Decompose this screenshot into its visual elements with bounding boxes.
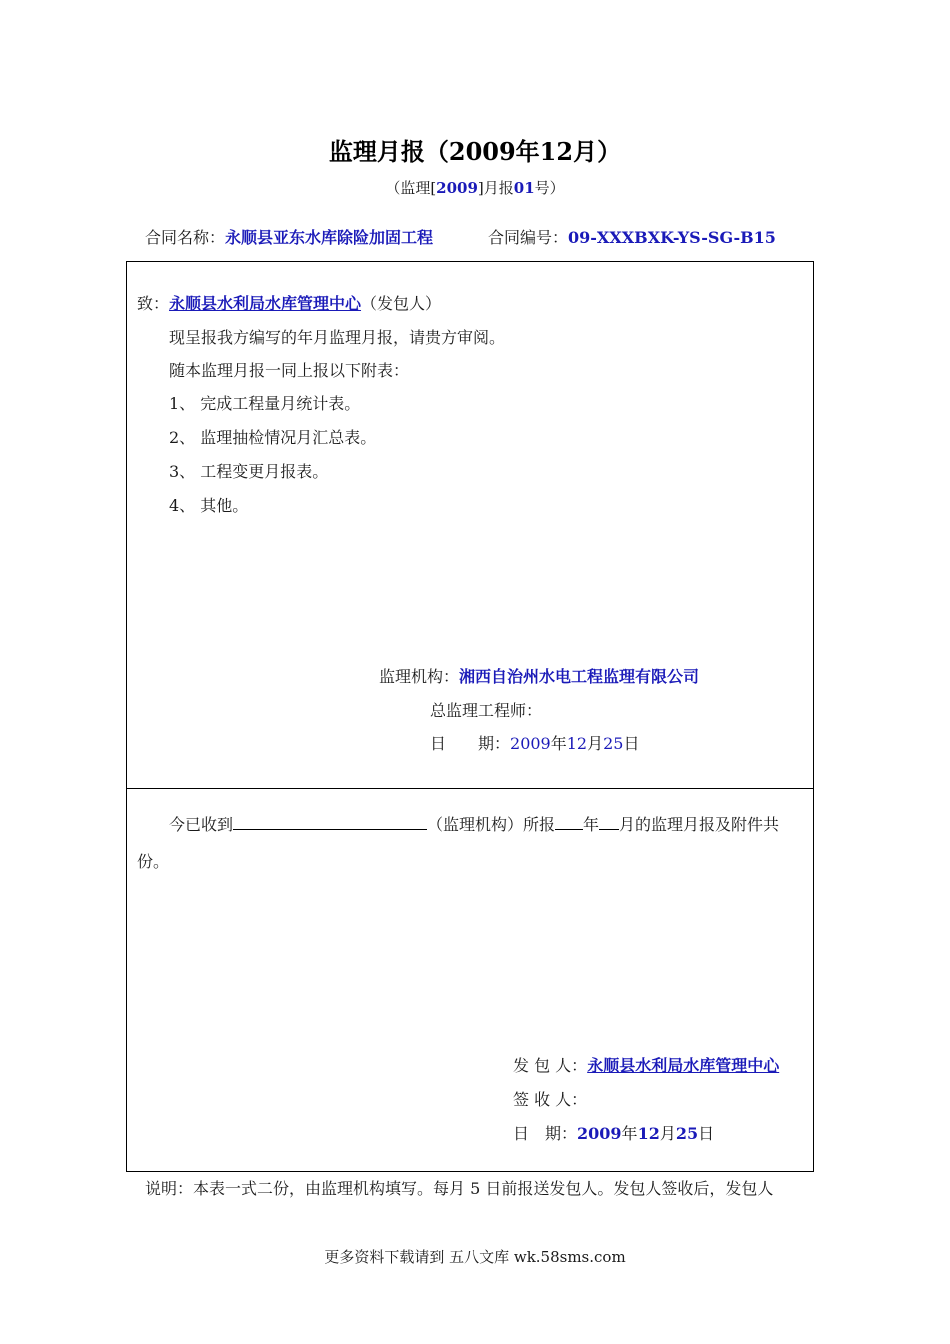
body-text-1: 现呈报我方编写的年月监理月报，请贵方审阅。 (169, 328, 506, 347)
list-item: 2、 监理抽检情况月汇总表。 (169, 428, 377, 447)
receipt-text: 今已收到 （监理机构）所报 年 月的监理月报及附件共 (169, 815, 780, 834)
month-blank[interactable] (599, 815, 619, 830)
addressee: 致：永顺县水利局水库管理中心（发包人） (137, 294, 442, 313)
year-blank[interactable] (555, 815, 583, 830)
receipt-section (126, 788, 814, 1172)
chief-engineer: 总监理工程师： (430, 701, 543, 720)
list-item: 1、 完成工程量月统计表。 (169, 394, 361, 413)
list-item: 3、 工程变更月报表。 (169, 462, 329, 481)
supervisor-org: 监理机构：湘西自治州水电工程监理有限公司 (379, 667, 700, 686)
org-blank[interactable] (233, 815, 427, 830)
employer-link[interactable]: 永顺县水利局水库管理中心 (587, 1056, 780, 1075)
body-text-2: 随本监理月报一同上报以下附表： (169, 361, 410, 380)
note: 说明：本表一式二份，由监理机构填写。每月 5 日前报送发包人。发包人签收后，发包人 (145, 1179, 774, 1198)
receipt-date: 日 期：2009年12月25日 (513, 1124, 715, 1143)
page-title: 监理月报（2009年12月） (328, 137, 622, 166)
receipt-text-end: 份。 (137, 852, 170, 871)
employer: 发 包 人：永顺县水利局水库管理中心 (513, 1056, 780, 1075)
contract-name: 合同名称：永顺县亚东水库除险加固工程 (145, 228, 434, 247)
signer: 签 收 人： (513, 1090, 588, 1109)
list-item: 4、 其他。 (169, 496, 249, 515)
report-number: （监理[2009]月报01号） (385, 179, 565, 197)
report-date: 日 期：2009年12月25日 (430, 734, 640, 753)
footer-text: 更多资料下载请到 五八文库 wk.58sms.com (324, 1248, 626, 1266)
addressee-link[interactable]: 永顺县水利局水库管理中心 (169, 294, 362, 313)
contract-number: 合同编号：09-XXXBXK-YS-SG-B15 (488, 228, 776, 247)
